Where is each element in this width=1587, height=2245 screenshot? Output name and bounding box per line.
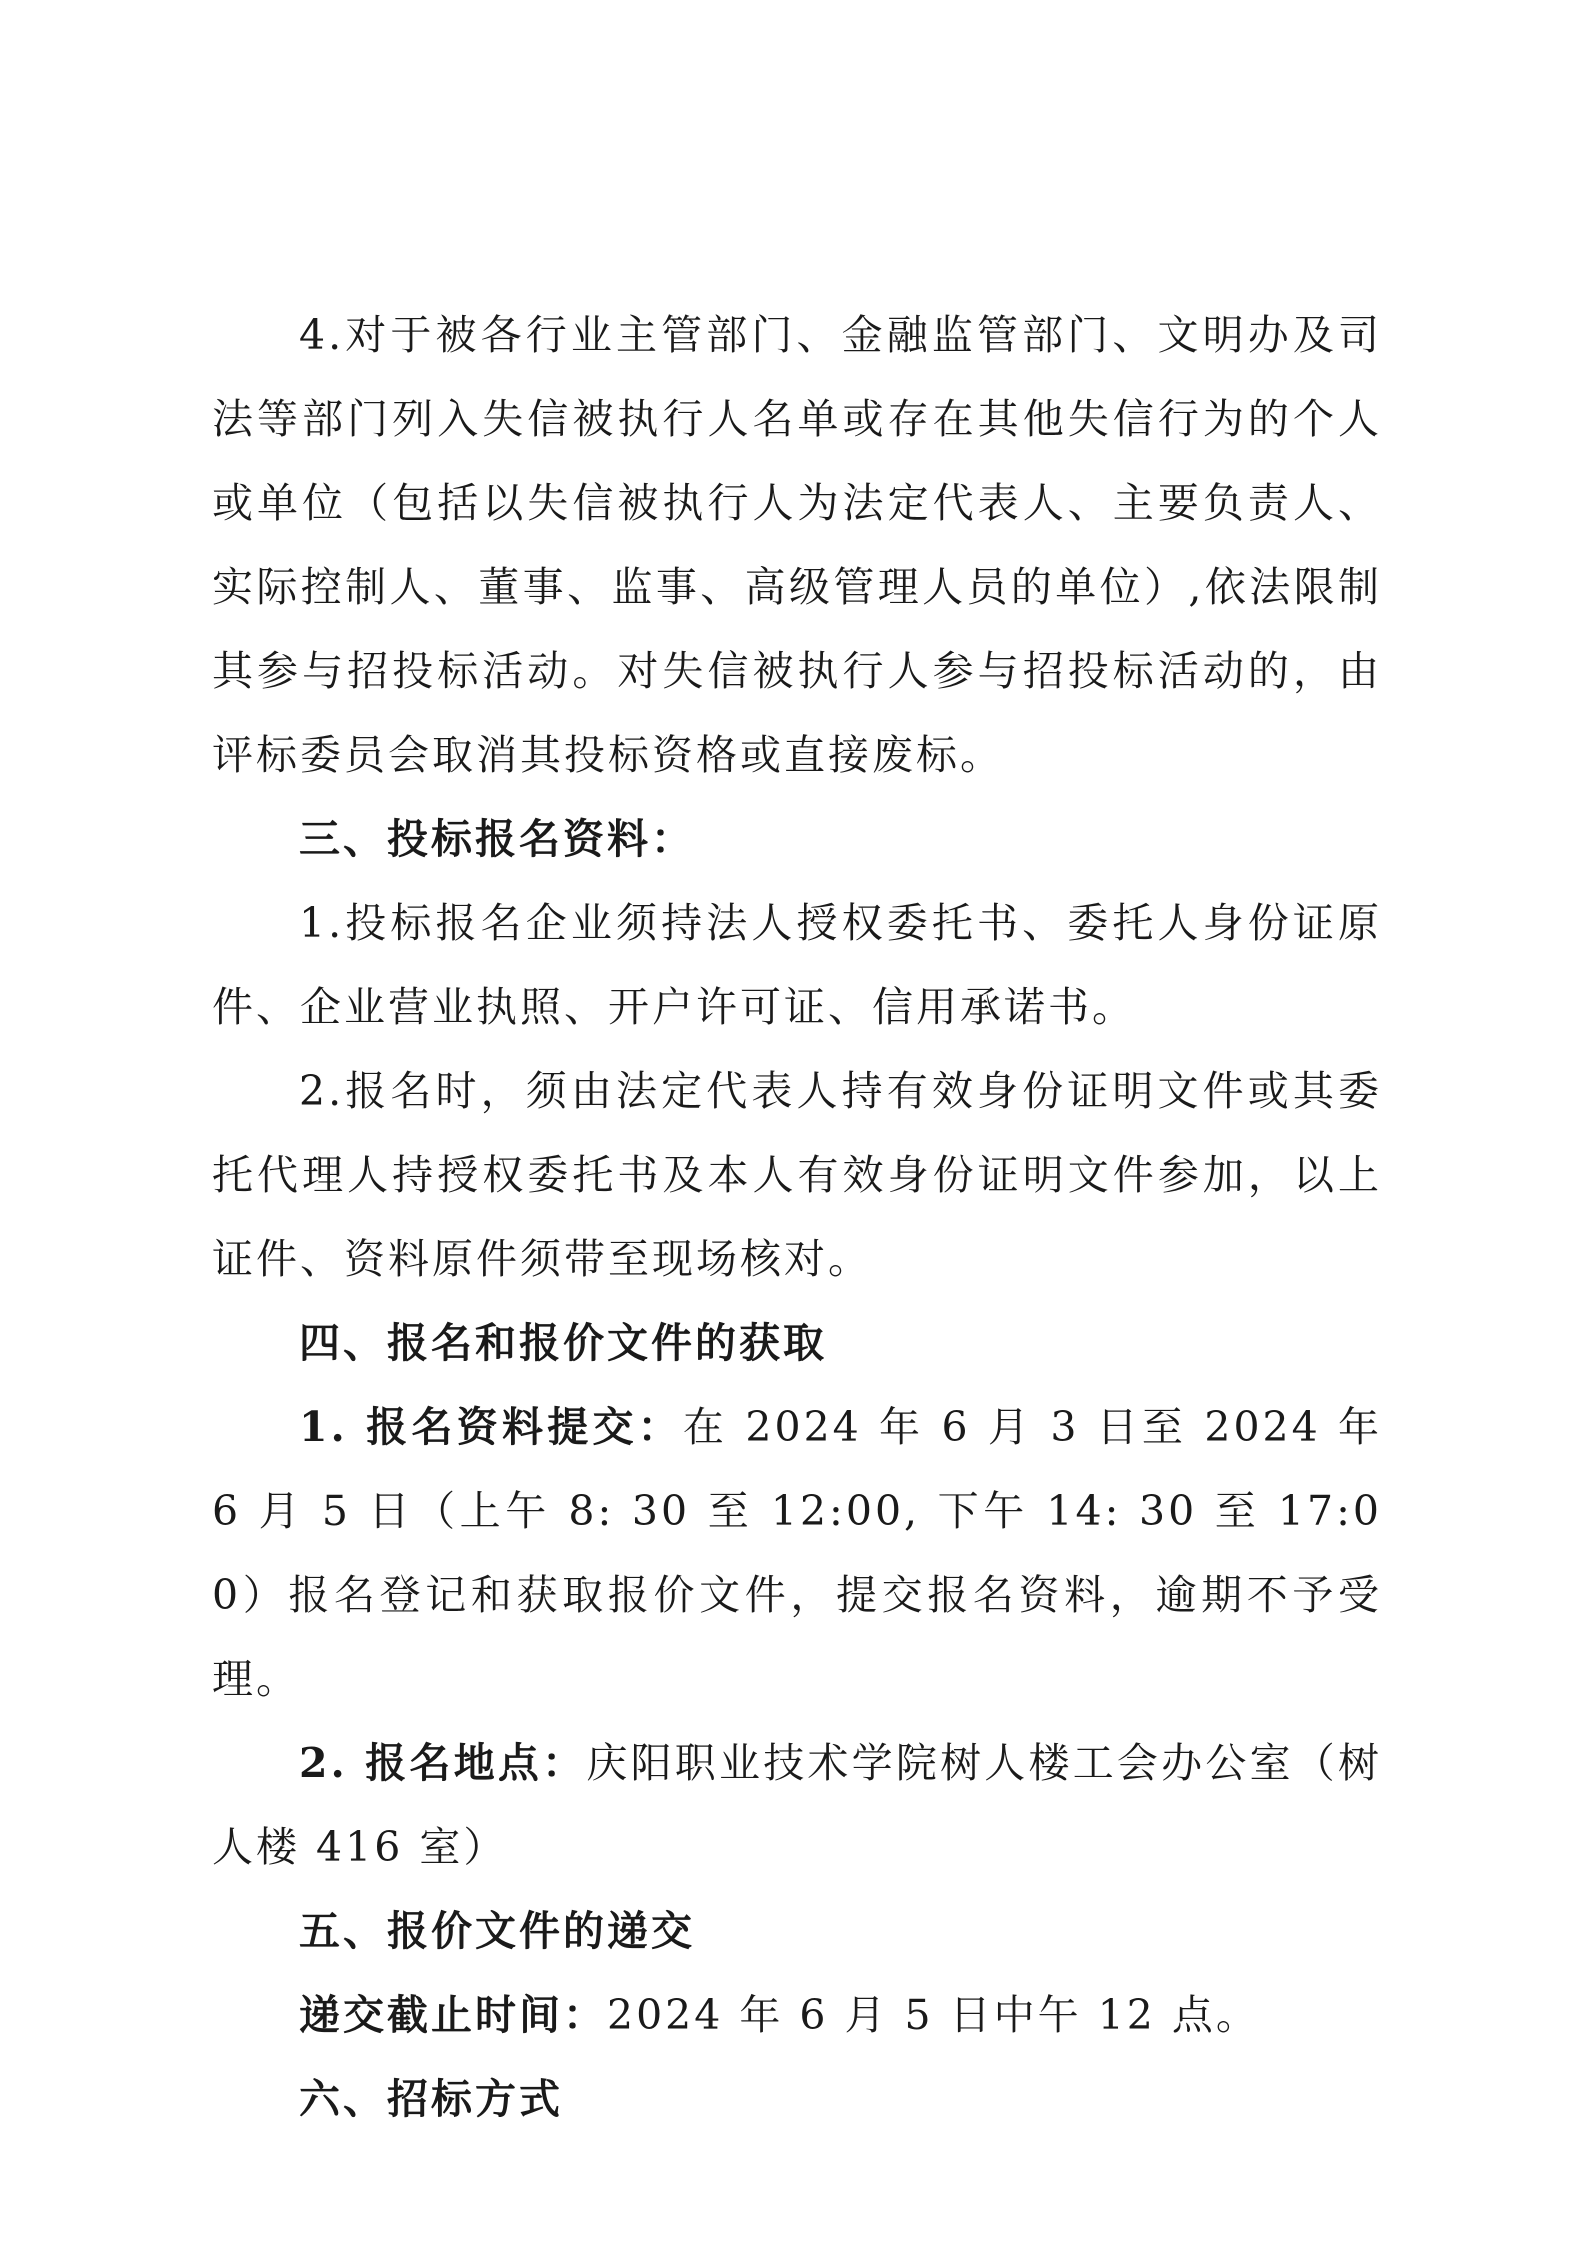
section-heading-bidding-method: 六、招标方式	[299, 2075, 563, 2123]
registration-location-label: 2. 报名地点：	[299, 1739, 587, 1787]
registration-location-text: 庆阳职业技术学院树人楼工会办公室（树人楼 416 室）	[212, 1739, 1382, 1871]
document-body	[212, 293, 1382, 2141]
paragraph-registration-identity: 2.报名时，须由法定代表人持有效身份证明文件或其委托代理人持授权委托书及本人有效身份证明文件参加，以上证件、资料原件须带至现场核对。	[212, 1067, 1382, 1283]
section-heading-quotation-delivery: 五、报价文件的递交	[299, 1907, 695, 1955]
registration-submission-text: 在 2024 年 6 月 3 日至 2024 年 6 月 5 日（上午 8: 30 至 12:00, 下午 14: 30 至 17:00）报名登记和获取报价文件，提交报名资料，逾期不予受理。	[212, 1403, 1382, 1703]
submission-deadline-label: 递交截止时间：	[299, 1991, 607, 2039]
submission-deadline-text: 2024 年 6 月 5 日中午 12 点。	[607, 1991, 1260, 2039]
paragraph-registration-location	[212, 1721, 1382, 1889]
section-heading-registration-and-quotation: 四、报名和报价文件的获取	[299, 1319, 827, 1367]
paragraph-blacklist-restriction: 4.对于被各行业主管部门、金融监管部门、文明办及司法等部门列入失信被执行人名单或存在其他失信行为的个人或单位（包括以失信被执行人为法定代表人、主要负责人、实际控制人、董事、监事、高级管理人员的单位）,依法限制其参与招投标活动。对失信被执行人参与招投标活动的，由评标委员会取消其投标资格或直接废标。	[212, 311, 1382, 779]
section-heading-bid-registration-materials: 三、投标报名资料：	[299, 815, 695, 863]
paragraph-submission-deadline	[212, 1973, 1382, 2057]
paragraph-registration-documents: 1.投标报名企业须持法人授权委托书、委托人身份证原件、企业营业执照、开户许可证、信用承诺书。	[212, 899, 1382, 1031]
registration-submission-label: 1. 报名资料提交：	[299, 1403, 683, 1451]
paragraph-registration-submission	[212, 1385, 1382, 1721]
